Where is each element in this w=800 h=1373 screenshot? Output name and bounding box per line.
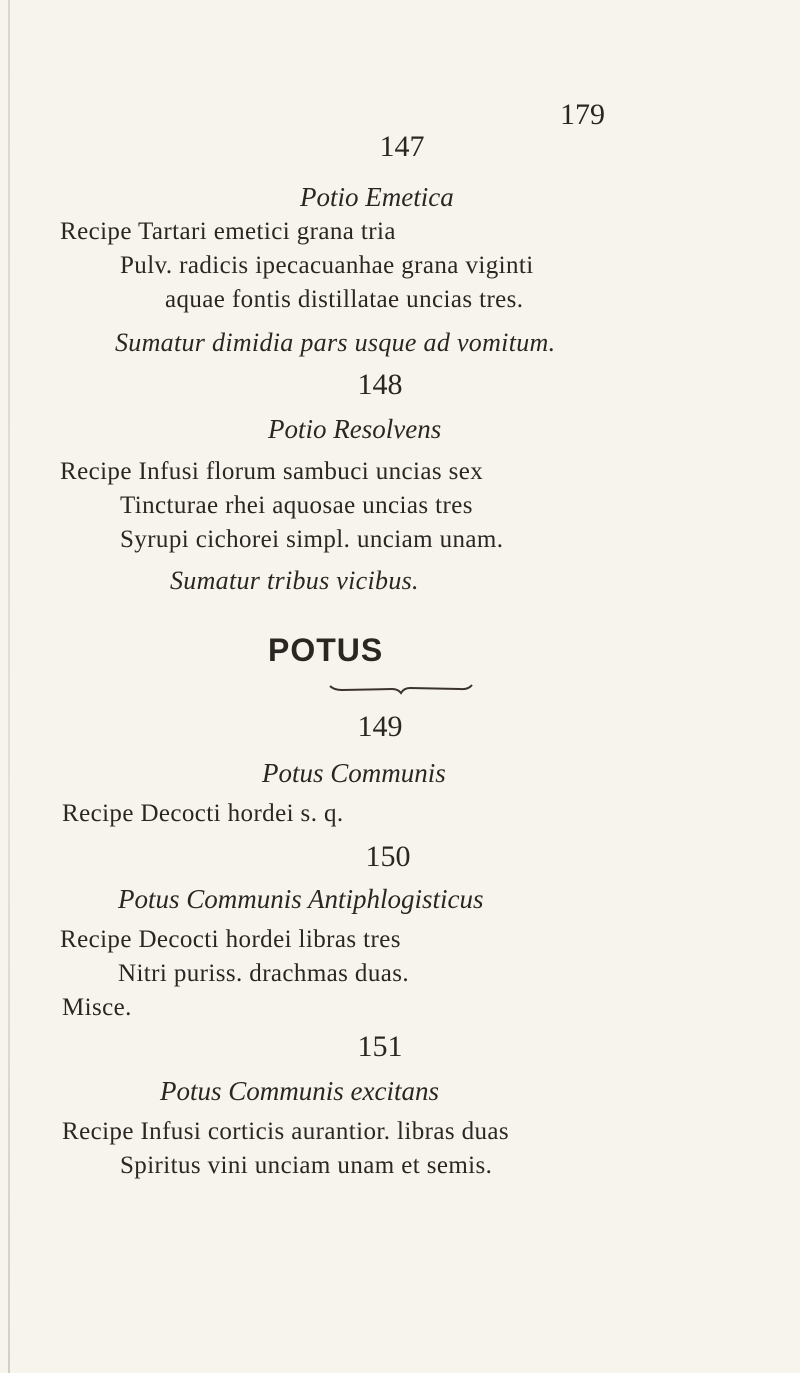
recipe-number-150: 150 (365, 840, 411, 873)
recipe-title-potus-excitans: Potus Communis excitans (160, 1076, 439, 1106)
recipe-title-potus-communis: Potus Communis (262, 758, 446, 788)
recipe-title-potus-antiphlogisticus: Potus Communis Antiphlogisticus (118, 884, 484, 914)
recipe-number-148: 148 (357, 368, 403, 401)
recipe-line: Spiritus vini unciam unam et semis. (120, 1152, 493, 1179)
page-edge (8, 0, 10, 1373)
recipe-instruction: Sumatur dimidia pars usque ad vomitum. (115, 328, 556, 357)
recipe-line: Tincturae rhei aquosae uncias tres (120, 492, 473, 519)
recipe-line: Recipe Decocti hordei libras tres (60, 926, 401, 953)
recipe-line: aquae fontis distillatae uncias tres. (165, 286, 524, 313)
recipe-line: Recipe Infusi florum sambuci uncias sex (60, 458, 484, 485)
recipe-title-potio-emetica: Potio Emetica (300, 182, 454, 212)
recipe-title-potio-resolvens: Potio Resolvens (268, 414, 442, 444)
recipe-line: Recipe Tartari emetici grana tria (60, 218, 396, 245)
recipe-line: Pulv. radicis ipecacuanhae grana viginti (120, 252, 534, 279)
recipe-number-151: 151 (357, 1030, 403, 1063)
recipe-line: Misce. (62, 994, 132, 1021)
ornament-rule-icon (328, 680, 474, 696)
recipe-line: Recipe Decocti hordei s. q. (62, 800, 344, 827)
recipe-line: Recipe Infusi corticis aurantior. libras duas (62, 1118, 510, 1145)
recipe-instruction: Sumatur tribus vicibus. (170, 566, 419, 595)
recipe-line: Syrupi cichorei simpl. unciam unam. (120, 526, 504, 553)
recipe-number-147: 147 (379, 130, 425, 163)
recipe-number-149: 149 (357, 710, 403, 743)
section-heading: POTUS (268, 632, 384, 668)
recipe-line: Nitri puriss. drachmas duas. (118, 960, 410, 987)
page-number: 179 (560, 98, 605, 131)
